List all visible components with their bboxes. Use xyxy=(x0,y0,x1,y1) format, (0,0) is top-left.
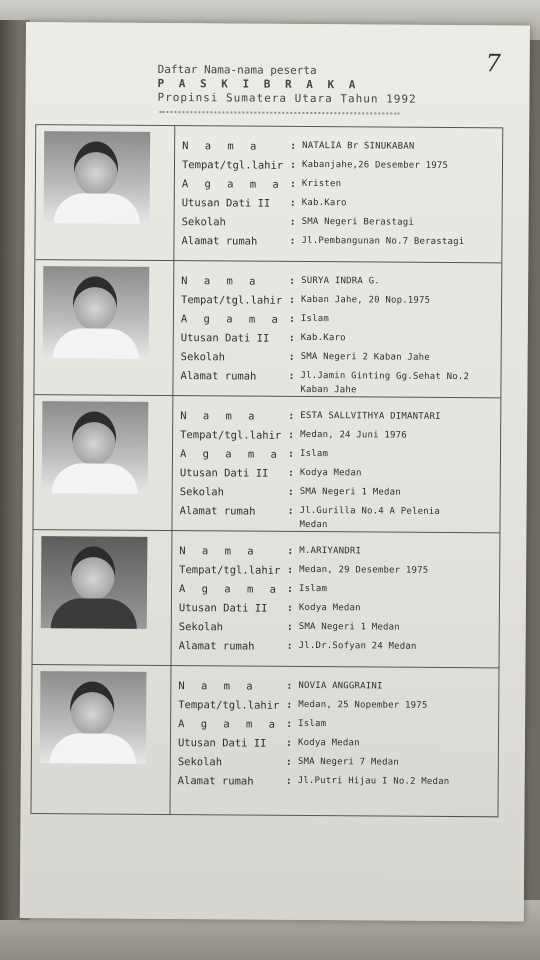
value-alamat: Jl.Putri Hijau I No.2 Medan xyxy=(297,775,450,787)
label-ttl: Tempat/tgl.lahir xyxy=(179,564,281,577)
document-header xyxy=(157,63,416,107)
label-agama: A g a m a xyxy=(181,178,284,191)
header-line-1: Daftar Nama-nama peserta xyxy=(157,62,317,78)
participant-entry xyxy=(31,665,498,816)
photo-cell xyxy=(35,125,175,260)
value-agama: Kristen xyxy=(301,178,342,190)
value-agama: Islam xyxy=(300,313,330,325)
label-nama: N a m a xyxy=(182,140,262,153)
participant-photo xyxy=(42,401,149,494)
label-utusan: Utusan Dati II xyxy=(180,332,270,345)
value-utusan: Kodya Medan xyxy=(297,737,360,749)
label-agama: A g a m a xyxy=(179,583,281,596)
label-alamat: Alamat rumah xyxy=(181,235,258,248)
participant-info: N a m a : M.ARIYANDRI Tempat/tgl.lahir : Medan, 29 Desember 1975 A g a m a : Islam Utusan Dati II : Kodya Medan Sekolah : SMA Negeri 1 Medan Alamat rumah : Jl.Dr.Sofyan 24 Medan xyxy=(178,545,429,653)
label-utusan: Utusan Dati II xyxy=(181,197,271,210)
photo-cell xyxy=(33,395,173,530)
label-agama: A g a m a xyxy=(178,718,281,731)
value-ttl: Kabanjahe,26 Desember 1975 xyxy=(301,159,449,171)
value-sekolah: SMA Negeri 1 Medan xyxy=(298,621,400,633)
label-nama: N a m a xyxy=(181,275,261,288)
value-agama: Islam xyxy=(299,583,328,595)
participant-photo xyxy=(40,671,147,764)
label-utusan: Utusan Dati II xyxy=(179,467,269,480)
photo-cell xyxy=(34,260,174,395)
participant-info: N a m a : ESTA SALLVITHYA DIMANTARI Tempat/tgl.lahir : Medan, 24 Juni 1976 A g a m a : Islam Utusan Dati II : Kodya Medan Sekolah : SMA Negeri 1 Medan Alamat rumah : Jl.Gurilla No.4 A Pelenia Medan xyxy=(179,410,441,531)
participant-entry xyxy=(35,125,502,263)
label-sekolah: Sekolah xyxy=(179,486,225,499)
value-ttl: Medan, 24 Juni 1976 xyxy=(300,429,407,441)
participant-info: N a m a : NATALIA Br SINUKABAN Tempat/tgl.lahir : Kabanjahe,26 Desember 1975 A g a m a : Kristen Utusan Dati II : Kab.Karo Sekolah : SMA Negeri Berastagi Alamat rumah : Jl.Pembangunan No.7 Berastagi xyxy=(181,140,465,248)
label-alamat: Alamat rumah xyxy=(180,370,257,383)
label-ttl: Tempat/tgl.lahir xyxy=(181,294,283,307)
value-agama: Islam xyxy=(299,448,329,460)
value-alamat: Jl.Jamin Ginting Gg.Sehat No.2 xyxy=(300,370,470,383)
label-sekolah: Sekolah xyxy=(181,216,226,229)
label-nama: N a m a xyxy=(180,410,260,423)
document-page xyxy=(20,22,530,921)
participant-entry xyxy=(33,395,500,533)
label-utusan: Utusan Dati II xyxy=(178,602,268,615)
value-nama: SURYA INDRA G. xyxy=(301,275,380,287)
participant-info: N a m a : NOVIA ANGGRAINI Tempat/tgl.lahir : Medan, 25 Nopember 1975 A g a m a : Islam Utusan Dati II : Kodya Medan Sekolah : SMA Negeri 7 Medan Alamat rumah : Jl.Putri Hijau I No.2 Medan xyxy=(177,680,450,788)
label-agama: A g a m a xyxy=(180,313,283,326)
label-alamat: Alamat rumah xyxy=(178,640,255,653)
value-alamat-2: Kaban Jahe xyxy=(300,384,357,396)
value-ttl: Medan, 25 Nopember 1975 xyxy=(298,699,428,711)
label-ttl: Tempat/tgl.lahir xyxy=(180,429,282,442)
value-utusan: Kodya Medan xyxy=(298,602,361,614)
label-alamat: Alamat rumah xyxy=(177,775,254,788)
header-title: P A S K I B R A K A xyxy=(157,76,360,92)
value-sekolah: SMA Negeri Berastagi xyxy=(301,216,415,228)
value-ttl: Kaban Jahe, 20 Nop.1975 xyxy=(301,294,431,306)
label-nama: N a m a xyxy=(178,680,258,693)
value-utusan: Kab.Karo xyxy=(301,197,347,209)
label-utusan: Utusan Dati II xyxy=(177,737,267,750)
header-line-3: Propinsi Sumatera Utara Tahun 1992 xyxy=(157,90,417,106)
value-nama: NATALIA Br SINUKABAN xyxy=(302,140,415,152)
value-nama: M.ARIYANDRI xyxy=(299,545,362,557)
participant-photo xyxy=(41,536,148,629)
page-number: 7 xyxy=(485,49,502,78)
value-nama: NOVIA ANGGRAINI xyxy=(298,680,383,692)
value-sekolah: SMA Negeri 2 Kaban Jahe xyxy=(300,351,430,363)
participant-photo xyxy=(44,131,151,224)
label-sekolah: Sekolah xyxy=(177,756,223,769)
value-agama: Islam xyxy=(298,718,327,730)
value-nama: ESTA SALLVITHYA DIMANTARI xyxy=(300,410,441,422)
label-nama: N a m a xyxy=(179,545,259,558)
value-sekolah: SMA Negeri 1 Medan xyxy=(299,486,401,498)
value-sekolah: SMA Negeri 7 Medan xyxy=(297,756,400,768)
participant-table xyxy=(30,124,503,817)
label-alamat: Alamat rumah xyxy=(179,505,256,518)
label-sekolah: Sekolah xyxy=(178,621,224,634)
value-alamat: Jl.Dr.Sofyan 24 Medan xyxy=(298,640,417,652)
participant-photo xyxy=(43,266,150,359)
label-sekolah: Sekolah xyxy=(180,351,225,364)
label-ttl: Tempat/tgl.lahir xyxy=(181,159,284,172)
participant-entry xyxy=(33,530,500,668)
photo-cell xyxy=(33,530,173,665)
value-alamat: Jl.Pembangunan No.7 Berastagi xyxy=(301,235,465,248)
label-ttl: Tempat/tgl.lahir xyxy=(178,699,280,712)
photo-cell xyxy=(31,665,171,814)
participant-entry xyxy=(34,260,501,398)
value-utusan: Kodya Medan xyxy=(299,467,362,479)
label-agama: A g a m a xyxy=(179,448,282,461)
value-ttl: Medan, 29 Desember 1975 xyxy=(299,564,429,576)
header-divider xyxy=(159,111,399,115)
value-alamat: Jl.Gurilla No.4 A Pelenia xyxy=(299,505,441,517)
participant-info: N a m a : SURYA INDRA G. Tempat/tgl.lahir : Kaban Jahe, 20 Nop.1975 A g a m a : Islam Utusan Dati II : Kab.Karo Sekolah : SMA Negeri 2 Kaban Jahe Alamat rumah : Jl.Jamin Ginting Gg.Sehat No.2 Kaban Jahe xyxy=(180,275,470,396)
value-utusan: Kab.Karo xyxy=(300,332,346,344)
value-alamat-2: Medan xyxy=(299,519,328,531)
